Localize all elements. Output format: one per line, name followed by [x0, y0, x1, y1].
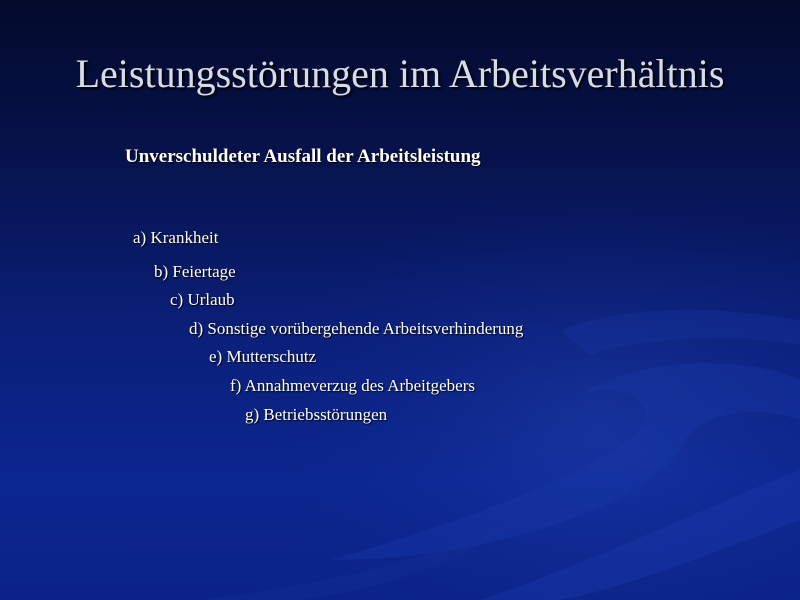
list-item: b) Feiertage — [154, 262, 236, 281]
list-item: a) Krankheit — [133, 228, 219, 247]
slide-subtitle: Unverschuldeter Ausfall der Arbeitsleistung — [125, 146, 481, 167]
slide-title: Leistungsstörungen im Arbeitsverhältnis — [75, 51, 725, 96]
list-item: d) Sonstige vorübergehende Arbeitsverhinderung — [189, 319, 524, 338]
list-item: c) Urlaub — [170, 290, 235, 309]
list-item: e) Mutterschutz — [209, 347, 317, 366]
list-item: g) Betriebsstörungen — [245, 405, 388, 424]
list-item: f) Annahmeverzug des Arbeitgebers — [230, 376, 475, 395]
